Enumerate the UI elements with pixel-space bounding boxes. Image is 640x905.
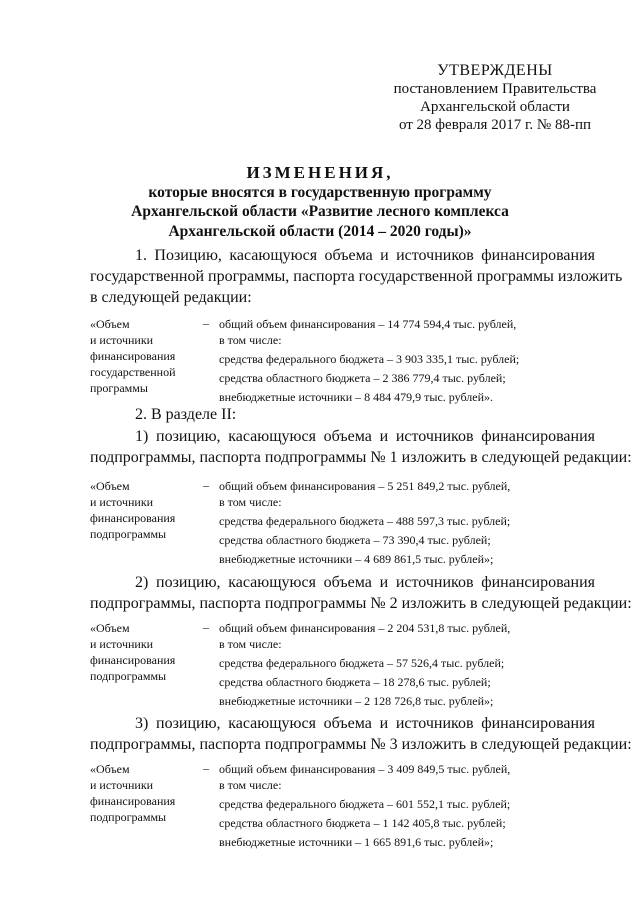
value-line: общий объем финансирования – 14 774 594,4 тыс. рублей, xyxy=(219,317,517,331)
value-line: средства областного бюджета – 2 386 779,4 тыс. рублей; xyxy=(219,371,506,385)
label-line: подпрограммы xyxy=(90,669,167,683)
document-heading xyxy=(90,163,550,241)
label-line: финансирования xyxy=(90,511,176,525)
label-line: «Объем xyxy=(90,317,130,331)
value-line: общий объем финансирования – 5 251 849,2 тыс. рублей, xyxy=(219,479,511,493)
label-line: финансирования xyxy=(90,794,176,808)
sub2-values xyxy=(219,620,510,709)
value-line: средства областного бюджета – 73 390,4 тыс. рублей; xyxy=(219,533,491,547)
sub2-paragraph xyxy=(90,572,632,614)
label-line: финансирования xyxy=(90,349,176,363)
sub2-line-2: подпрограммы, паспорта подпрограммы № 2 изложить в следующей редакции: xyxy=(90,595,632,612)
label-line: «Объем xyxy=(90,621,130,635)
value-line: общий объем финансирования – 3 409 849,5 тыс. рублей, xyxy=(219,762,511,776)
item1-line-2: государственной программы, паспорта государственной программы изложить xyxy=(90,268,623,285)
sub1-label xyxy=(90,478,175,542)
sub3-line-2: подпрограммы, паспорта подпрограммы № 3 изложить в следующей редакции: xyxy=(90,736,632,753)
approval-line-1: постановлением Правительства xyxy=(393,81,597,97)
approval-line-2: Архангельской области xyxy=(420,99,570,115)
heading-title: ИЗМЕНЕНИЯ, xyxy=(246,163,394,182)
value-line: в том числе: xyxy=(219,637,282,651)
value-line: средства федерального бюджета – 57 526,4 тыс. рублей; xyxy=(219,656,505,670)
value-line: средства федерального бюджета – 3 903 335,1 тыс. рублей; xyxy=(219,352,520,366)
label-line: программы xyxy=(90,381,148,395)
value-line: внебюджетные источники – 8 484 479,9 тыс. рублей». xyxy=(219,390,494,404)
value-line: в том числе: xyxy=(219,333,282,347)
sub3-line-1: 3) позицию, касающуюся объема и источников финансирования xyxy=(135,715,595,732)
label-line: «Объем xyxy=(90,479,130,493)
value-line: общий объем финансирования – 2 204 531,8 тыс. рублей, xyxy=(219,621,511,635)
approval-block xyxy=(380,62,610,134)
value-line: средства федерального бюджета – 601 552,1 тыс. рублей; xyxy=(219,797,511,811)
sub1-line-1: 1) позицию, касающуюся объема и источников финансирования xyxy=(135,428,595,445)
item1-line-3: в следующей редакции: xyxy=(90,289,252,306)
value-line: внебюджетные источники – 2 128 726,8 тыс. рублей»; xyxy=(219,694,494,708)
label-line: и источники xyxy=(90,495,154,509)
label-line: и источники xyxy=(90,333,154,347)
sub3-paragraph xyxy=(90,713,632,755)
sub3-dash: – xyxy=(203,761,209,775)
sub2-line-1: 2) позицию, касающуюся объема и источников финансирования xyxy=(135,574,595,591)
sub1-paragraph xyxy=(90,426,632,468)
sub1-line-2: подпрограммы, паспорта подпрограммы № 1 изложить в следующей редакции: xyxy=(90,449,632,466)
item1-paragraph xyxy=(90,245,623,308)
value-line: внебюджетные источники – 4 689 861,5 тыс. рублей»; xyxy=(219,552,494,566)
label-line: государственной xyxy=(90,365,176,379)
approval-title: УТВЕРЖДЕНЫ xyxy=(437,62,553,79)
label-line: «Объем xyxy=(90,762,130,776)
item1-values xyxy=(219,316,519,405)
label-line: финансирования xyxy=(90,653,176,667)
item2-title: 2. В разделе II: xyxy=(135,406,237,423)
heading-line-3: Архангельской области «Развитие лесного комплекса xyxy=(131,203,509,220)
label-line: и источники xyxy=(90,778,154,792)
value-line: в том числе: xyxy=(219,778,282,792)
value-line: внебюджетные источники – 1 665 891,6 тыс. рублей»; xyxy=(219,835,494,849)
value-line: в том числе: xyxy=(219,495,282,509)
value-line: средства областного бюджета – 1 142 405,8 тыс. рублей; xyxy=(219,816,506,830)
heading-line-2: которые вносятся в государственную программу xyxy=(148,183,492,201)
sub2-label xyxy=(90,620,175,684)
label-line: и источники xyxy=(90,637,154,651)
approval-line-3: от 28 февраля 2017 г. № 88-пп xyxy=(398,117,592,133)
sub3-values xyxy=(219,761,510,850)
sub1-dash: – xyxy=(203,478,209,492)
item1-dash: – xyxy=(203,316,209,330)
sub1-values xyxy=(219,478,510,567)
value-line: средства областного бюджета – 18 278,6 тыс. рублей; xyxy=(219,675,491,689)
heading-line-4: Архангельской области (2014 – 2020 годы)» xyxy=(168,222,472,240)
label-line: подпрограммы xyxy=(90,527,167,541)
sub2-dash: – xyxy=(203,620,209,634)
label-line: подпрограммы xyxy=(90,810,167,824)
item1-label xyxy=(90,316,176,396)
value-line: средства федерального бюджета – 488 597,3 тыс. рублей; xyxy=(219,514,511,528)
item1-line-1: 1. Позицию, касающуюся объема и источников финансирования xyxy=(135,247,595,264)
sub3-label xyxy=(90,761,175,825)
